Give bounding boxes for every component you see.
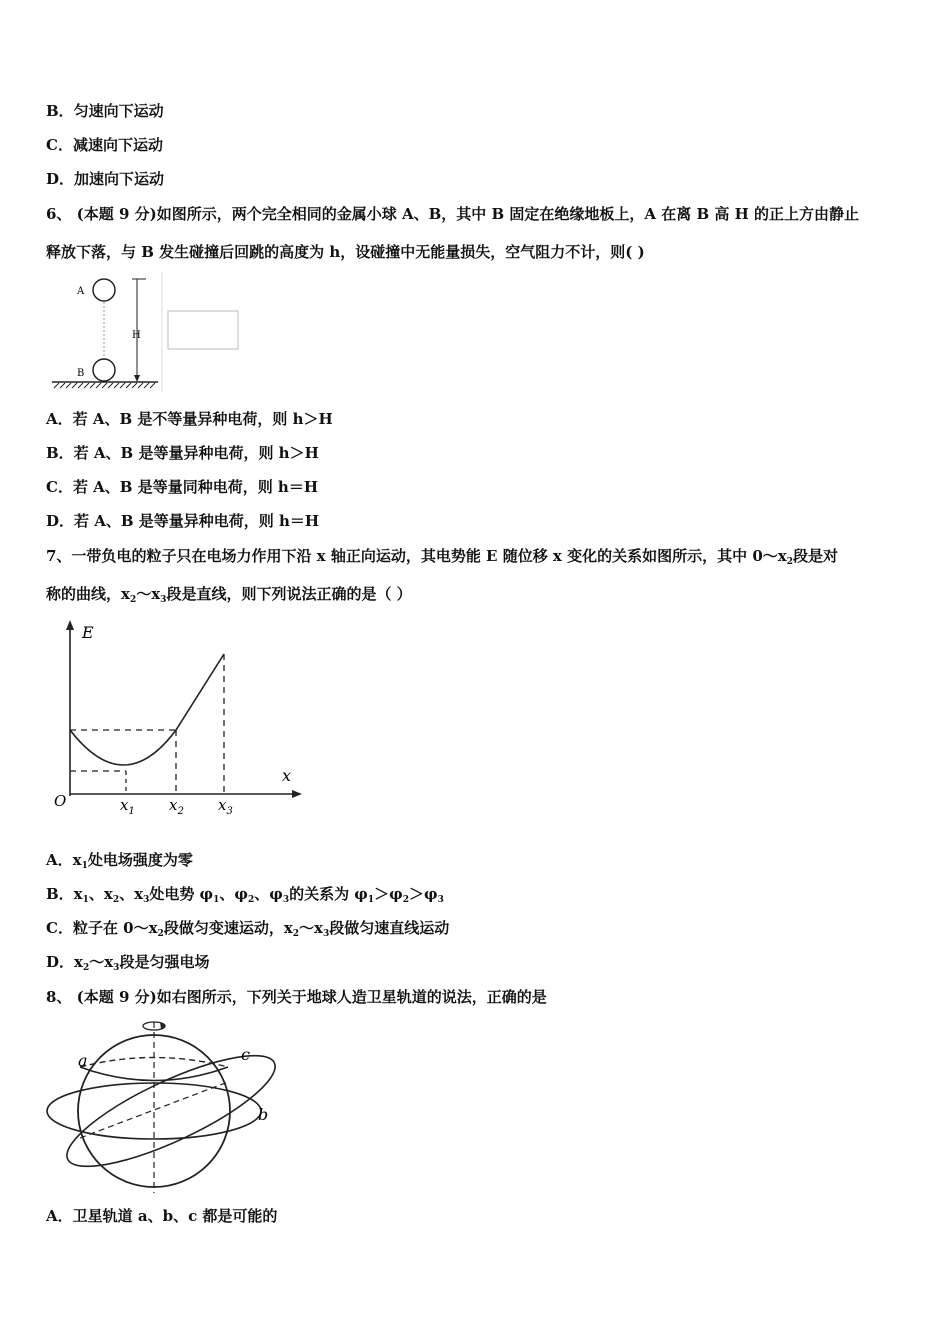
q6-option-b: B．若 A、B 是等量异种电荷，则 h＞H [46, 444, 319, 462]
q8-orbit-figure [42, 1018, 282, 1198]
q5-option-d: D．加速向下运动 [46, 170, 165, 188]
label-orbit-c: c [241, 1045, 250, 1064]
q5-option-c: C．减速向下运动 [46, 136, 163, 154]
q7-option-d: D．$x_2\sim x_3$段是匀强电场 [46, 953, 210, 973]
ball-a [93, 279, 115, 301]
q6-figure [50, 272, 250, 397]
q8-stem: 8、 (本题 9 分)如右图所示，下列关于地球人造卫星轨道的说法，正确的是 [46, 988, 547, 1006]
q6-stem-line2: 释放下落，与 B 发生碰撞后回跳的高度为 h，设碰撞中无能量损失，空气阻力不计，则( ) [46, 243, 645, 261]
label-orbit-b: b [258, 1105, 269, 1124]
label-orbit-a: a [78, 1051, 88, 1070]
q7-option-c: C．粒子在 $0\sim x_2$段做匀变速运动，$x_2\sim x_3$段做匀速直线运动 [46, 919, 450, 939]
x-axis-label: x [282, 766, 292, 785]
q8-option-a: A．卫星轨道 a、b、c 都是可能的 [46, 1207, 278, 1225]
orbit-b [47, 1083, 261, 1139]
q6-answer-box [168, 311, 238, 349]
q6-option-d: D．若 A、B 是等量异种电荷，则 h＝H [46, 512, 320, 530]
q7-option-b: B．$x_1$、$x_2$、$x_3$处电势 $\varphi_1$、$\varphi_2$、$\varphi_3$的关系为 $\varphi_1>\varphi_2>\varphi_3$ [46, 885, 444, 905]
q7-option-a: A．$x_1$处电场强度为零 [46, 851, 193, 871]
tick-x3: $x_3$ [218, 796, 233, 817]
ball-b [93, 359, 115, 381]
tick-x1: $x_1$ [120, 796, 135, 817]
energy-curve [70, 654, 224, 765]
label-b: B [77, 368, 85, 379]
q6-stem-line1: 6、 (本题 9 分)如图所示，两个完全相同的金属小球 A、B，其中 B 固定在绝缘地板上，A 在离 B 高 H 的正上方由静止 [46, 205, 860, 223]
q7-energy-graph [48, 616, 308, 821]
label-a: A [77, 286, 85, 297]
y-axis-label: E [82, 623, 94, 642]
q6-option-c: C．若 A、B 是等量同种电荷，则 h＝H [46, 478, 319, 496]
q7-stem-line2: 称的曲线，$x_2\sim x_3$段是直线，则下列说法正确的是（ ） [46, 585, 412, 605]
origin-label: O [54, 792, 67, 810]
tick-x2: $x_2$ [169, 796, 184, 817]
q5-option-b: B．匀速向下运动 [46, 102, 164, 120]
q7-stem-line1: 7、一带负电的粒子只在电场力作用下沿 x 轴正向运动，其电势能 E 随位移 x 变化的关系如图所示，其中 $0\sim x_2$段是对 [46, 547, 838, 567]
label-h: H [132, 330, 141, 341]
q6-option-a: A．若 A、B 是不等量异种电荷，则 h＞H [46, 410, 333, 428]
